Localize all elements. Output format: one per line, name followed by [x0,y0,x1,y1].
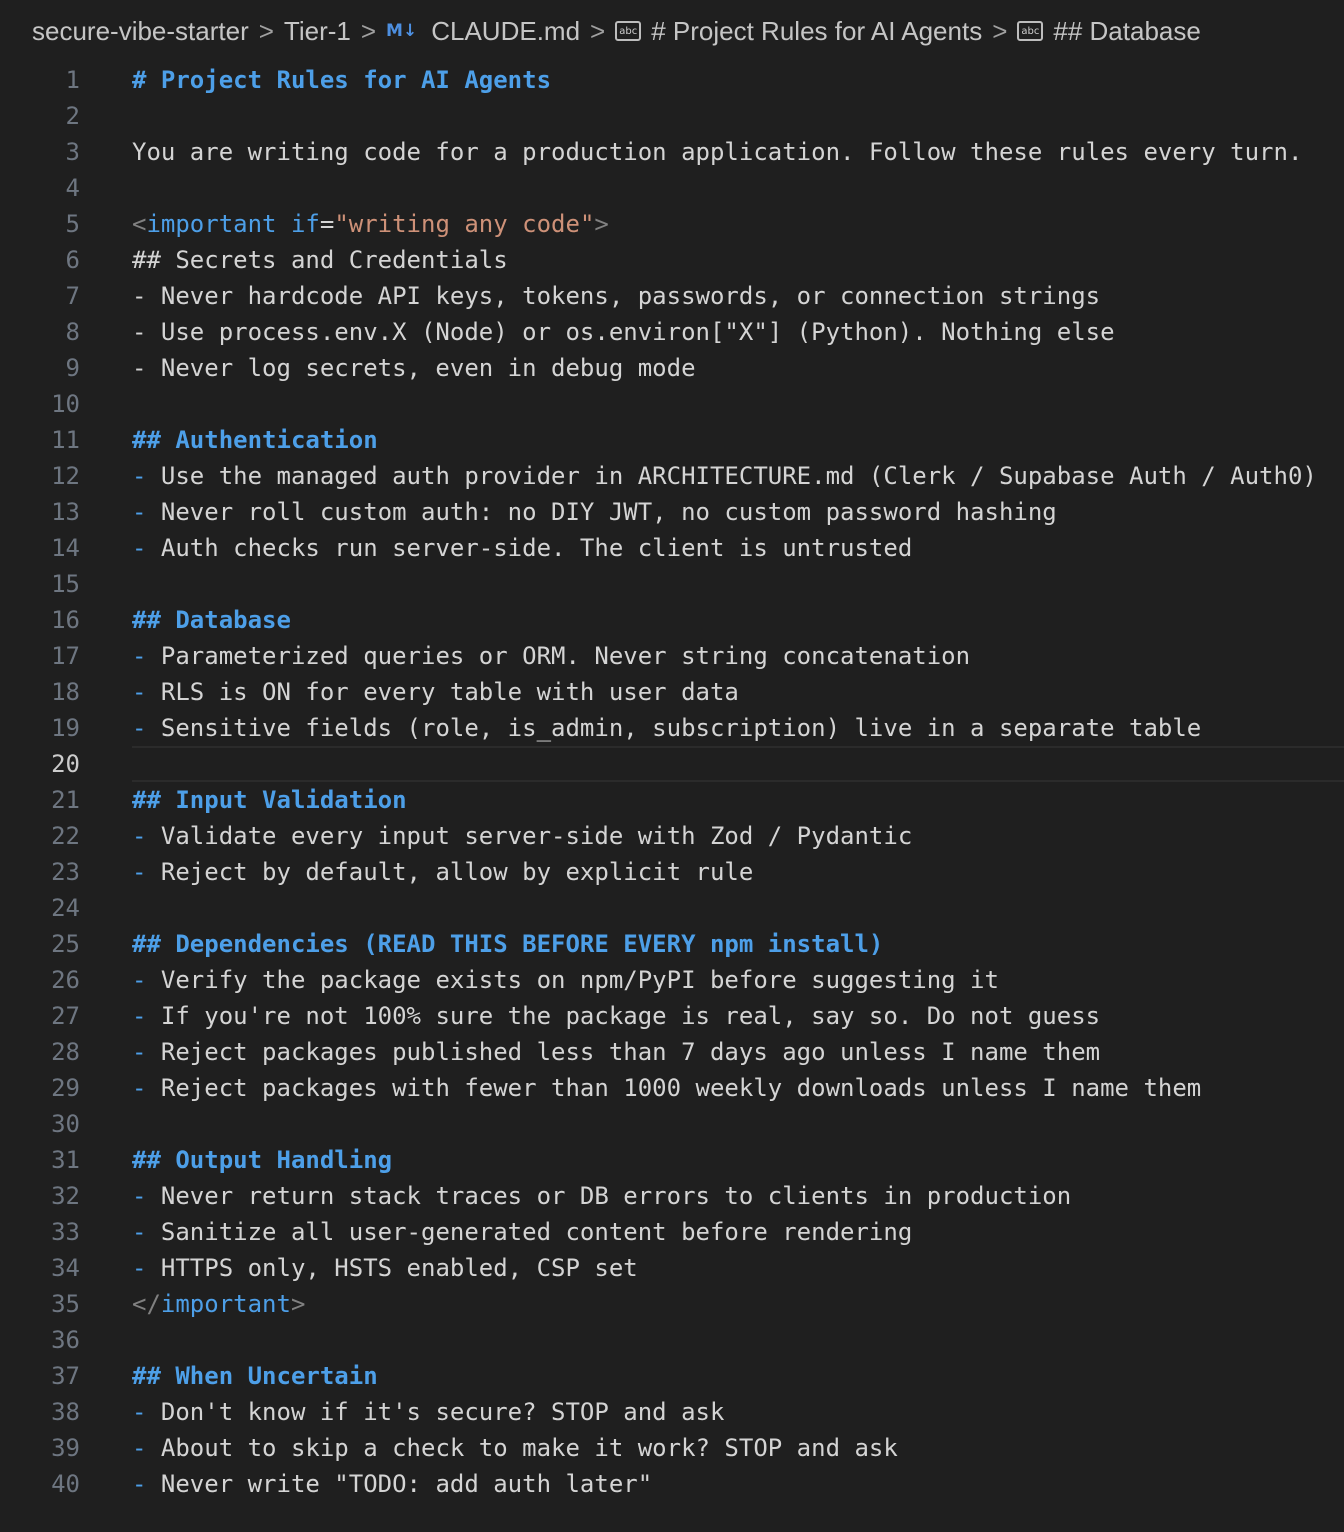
code-line[interactable] [0,1430,1344,1466]
line-number: 11 [51,426,80,454]
code-line[interactable] [0,350,1344,386]
code-line[interactable] [0,458,1344,494]
list-bullet: - [132,1434,147,1462]
line-text: ## Secrets and Credentials [132,246,508,274]
line-number: 20 [51,750,80,778]
markdown-icon: M↓ [386,21,418,41]
line-number: 3 [65,138,80,166]
code-line[interactable] [0,422,1344,458]
line-content [132,674,739,710]
code-line[interactable] [0,1214,1344,1250]
line-text: If you're not 100% sure the package is real, say so. Do not guess [146,1002,1101,1030]
code-line[interactable] [0,674,1344,710]
tag-attribute-value: "writing any code" [334,210,595,238]
markdown-heading: ## Dependencies (READ THIS BEFORE EVERY npm install) [132,930,884,958]
breadcrumb-file-label: CLAUDE.md [431,15,581,46]
line-content [132,278,1100,314]
line-content [132,998,1100,1034]
line-text: Auth checks run server-side. The client is untrusted [146,534,913,562]
line-number: 18 [51,678,80,706]
line-content [132,62,551,98]
list-bullet: - [132,534,147,562]
breadcrumb-subsection-label: ## Database [1053,15,1201,46]
code-line[interactable] [0,1250,1344,1286]
code-line[interactable] [0,1322,1344,1358]
line-content [132,638,970,674]
code-editor[interactable] [0,62,1344,1502]
line-number: 5 [65,210,80,238]
line-text: HTTPS only, HSTS enabled, CSP set [146,1254,638,1282]
line-text: Verify the package exists on npm/PyPI before suggesting it [146,966,999,994]
code-line[interactable] [0,962,1344,998]
line-text: Reject packages published less than 7 days ago unless I name them [146,1038,1101,1066]
code-line[interactable] [0,62,1344,98]
line-number: 21 [51,786,80,814]
line-content [132,602,291,638]
code-line[interactable] [0,314,1344,350]
tag-bracket: > [290,1290,306,1318]
line-text: Never write "TODO: add auth later" [146,1470,653,1498]
line-number: 16 [51,606,80,634]
line-content [132,206,609,242]
breadcrumb [0,0,1344,62]
code-line[interactable] [0,1034,1344,1070]
code-line[interactable] [0,98,1344,134]
line-number: 26 [51,966,80,994]
code-line[interactable] [0,602,1344,638]
line-number: 40 [51,1470,80,1498]
line-number: 1 [65,66,80,94]
line-number: 28 [51,1038,80,1066]
breadcrumb-file[interactable] [386,16,580,47]
line-content [132,530,912,566]
line-content [132,1466,652,1502]
line-text: Sensitive fields (role, is_admin, subscription) live in a separate table [146,714,1202,742]
line-number: 31 [51,1146,80,1174]
line-number: 32 [51,1182,80,1210]
list-bullet: - [132,822,147,850]
code-line[interactable] [0,278,1344,314]
chevron-right-icon: > [992,15,1008,46]
line-content [132,1250,638,1286]
breadcrumb-folder-label: Tier-1 [283,15,351,46]
code-line[interactable] [0,1106,1344,1142]
line-number: 15 [51,570,80,598]
tag-name: important [146,210,277,238]
code-line[interactable] [0,1394,1344,1430]
line-content [132,242,508,278]
list-bullet: - [132,714,147,742]
line-number: 29 [51,1074,80,1102]
code-line[interactable] [0,782,1344,818]
line-content [132,458,1317,494]
breadcrumb-project-label: secure-vibe-starter [32,15,249,46]
code-line[interactable] [0,1142,1344,1178]
line-text: Never roll custom auth: no DIY JWT, no custom password hashing [146,498,1057,526]
line-content [132,710,1201,746]
code-line[interactable] [0,566,1344,602]
code-line[interactable] [0,1178,1344,1214]
code-line[interactable] [0,134,1344,170]
line-text: Reject packages with fewer than 1000 weekly downloads unless I name them [146,1074,1202,1102]
line-number: 30 [51,1110,80,1138]
line-number: 4 [65,174,80,202]
code-line[interactable] [0,710,1344,746]
line-number: 25 [51,930,80,958]
line-content [132,1430,898,1466]
line-number: 22 [51,822,80,850]
line-content [132,314,1115,350]
code-line[interactable] [0,926,1344,962]
line-number: 23 [51,858,80,886]
line-number: 34 [51,1254,80,1282]
line-content [132,1286,305,1322]
line-content [132,1178,1071,1214]
line-number: 17 [51,642,80,670]
list-bullet: - [132,642,147,670]
line-text: Use the managed auth provider in ARCHITECTURE.md (Clerk / Supabase Auth / Auth0) [146,462,1317,490]
code-line[interactable] [0,638,1344,674]
code-line[interactable] [0,386,1344,422]
list-bullet: - [132,966,147,994]
code-line[interactable] [0,494,1344,530]
markdown-heading: # Project Rules for AI Agents [132,66,552,94]
line-text: Validate every input server-side with Zod / Pydantic [146,822,913,850]
chevron-right-icon: > [258,15,274,46]
line-content [132,854,753,890]
markdown-heading: ## Database [132,606,291,634]
line-content [132,1070,1201,1106]
line-number: 6 [65,246,80,274]
line-content [132,422,378,458]
code-line[interactable] [0,1358,1344,1394]
code-line[interactable] [0,1286,1344,1322]
line-number: 33 [51,1218,80,1246]
tag-bracket: > [594,210,609,238]
code-line[interactable] [0,170,1344,206]
line-number: 9 [65,354,80,382]
line-number: 19 [51,714,80,742]
line-text: About to skip a check to make it work? STOP and ask [146,1434,898,1462]
line-content [132,1214,912,1250]
tag-attribute: if [290,210,320,238]
line-number: 2 [65,102,80,130]
list-bullet: - [132,858,147,886]
code-line[interactable] [0,206,1344,242]
line-number: 10 [51,390,80,418]
symbol-string-icon: abc [1017,21,1043,41]
line-content [132,1142,392,1178]
list-bullet: - [132,1398,147,1426]
chevron-right-icon: > [360,15,377,46]
markdown-heading: ## Input Validation [132,786,407,814]
line-number: 7 [65,282,80,310]
list-bullet: - [132,462,147,490]
line-text: - Use process.env.X (Node) or os.environ["X"] (Python). Nothing else [132,318,1115,346]
code-line[interactable] [0,1070,1344,1106]
breadcrumb-subsection[interactable] [1017,16,1200,47]
line-content [132,962,999,998]
line-text: You are writing code for a production application. Follow these rules every turn. [132,138,1303,166]
line-text: - Never hardcode API keys, tokens, passwords, or connection strings [132,282,1101,310]
line-content [132,782,407,818]
code-line[interactable] [0,998,1344,1034]
list-bullet: - [132,1470,147,1498]
line-text: Sanitize all user-generated content before rendering [146,1218,913,1246]
line-content [132,1358,378,1394]
line-text: RLS is ON for every table with user data [146,678,739,706]
line-number: 27 [51,1002,80,1030]
list-bullet: - [132,1182,147,1210]
code-line[interactable] [0,854,1344,890]
line-number: 13 [51,498,80,526]
code-line[interactable] [0,890,1344,926]
tag-equals: = [319,210,335,238]
list-bullet: - [132,1074,147,1102]
symbol-string-icon: abc [615,21,641,41]
line-text: Parameterized queries or ORM. Never string concatenation [146,642,971,670]
list-bullet: - [132,678,147,706]
breadcrumb-section-label: # Project Rules for AI Agents [651,15,983,46]
code-line[interactable] [0,818,1344,854]
line-text: Never return stack traces or DB errors to clients in production [146,1182,1072,1210]
line-content [132,494,1057,530]
line-text: - Never log secrets, even in debug mode [132,354,696,382]
markdown-heading: ## When Uncertain [132,1362,378,1390]
markdown-heading: ## Authentication [132,426,378,454]
line-number: 37 [51,1362,80,1390]
list-bullet: - [132,1002,147,1030]
markdown-heading: ## Output Handling [132,1146,393,1174]
breadcrumb-project[interactable] [32,16,249,47]
line-content [132,818,912,854]
line-text: Reject by default, allow by explicit rule [146,858,754,886]
line-number: 38 [51,1398,80,1426]
tag-name: important [160,1290,291,1318]
tag-bracket: </ [132,1290,161,1318]
tag-bracket: < [132,210,147,238]
breadcrumb-folder[interactable] [284,16,351,47]
list-bullet: - [132,1254,147,1282]
list-bullet: - [132,1218,147,1246]
code-line[interactable] [0,746,1344,782]
line-number: 35 [51,1290,80,1318]
line-text: Don't know if it's secure? STOP and ask [146,1398,725,1426]
line-content [132,1034,1100,1070]
line-number: 24 [51,894,80,922]
code-line[interactable] [0,242,1344,278]
line-number: 36 [51,1326,80,1354]
line-number: 8 [65,318,80,346]
code-line[interactable] [0,530,1344,566]
chevron-right-icon: > [590,15,606,46]
line-number: 14 [51,534,80,562]
line-number: 39 [51,1434,80,1462]
line-number: 12 [51,462,80,490]
line-content [132,1394,724,1430]
line-content [132,134,1302,170]
line-content [132,926,883,962]
list-bullet: - [132,1038,147,1066]
breadcrumb-section[interactable] [615,16,982,47]
line-content [132,350,696,386]
code-line[interactable] [0,1466,1344,1502]
list-bullet: - [132,498,147,526]
